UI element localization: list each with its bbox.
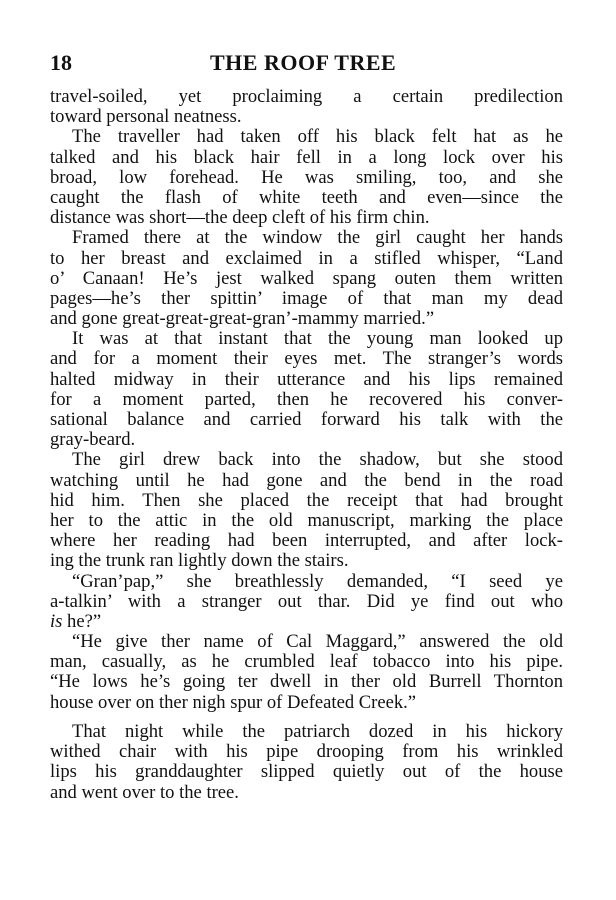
body-text: [50, 87, 563, 713]
text-line: pages—he’s ther spittin’ image of that man my dead: [50, 287, 563, 309]
text-line: sational balance and carried forward his talk with the: [50, 409, 563, 430]
running-title: THE ROOF TREE: [210, 50, 397, 75]
text-line: “He lows he’s going ter dwell in ther old Burrell Thornton: [50, 671, 563, 693]
text-line: The girl drew back into the shadow, but she stood: [72, 449, 563, 471]
text-line: a-talkin’ with a stranger out thar. Did ye find out who: [50, 590, 563, 612]
text-line: halted midway in their utterance and his lips remained: [50, 368, 563, 390]
text-line: “Gran’pap,” she breathlessly demanded, “I seed ye: [72, 570, 563, 592]
text-line: and went over to the tree.: [50, 781, 239, 803]
text-line: Framed there at the window the girl caught her hands: [72, 227, 563, 249]
text-line: broad, low forehead. He was smiling, too, and she: [50, 166, 563, 188]
text-line: gray-beard.: [50, 429, 136, 451]
text-line: man, casually, as he crumbled leaf tobacco into his pipe.: [50, 651, 563, 673]
text-line: lips his granddaughter slipped quietly out of the house: [50, 761, 563, 783]
text-line: talked and his black hair fell in a long lock over his: [50, 146, 563, 168]
final-paragraph: [50, 722, 563, 803]
text-line: It was at that instant that the young man looked up: [72, 328, 563, 350]
text-line: o’ Canaan! He’s jest walked spang outen them written: [50, 267, 563, 289]
text-line: for a moment parted, then he recovered his conver-: [50, 388, 563, 410]
page-number: 18: [50, 50, 72, 75]
text-line: to her breast and exclaimed in a stifled whisper, “Land: [50, 247, 563, 269]
text-line: That night while the patriarch dozed in his hickory: [72, 721, 563, 742]
page-header: [50, 50, 566, 80]
text-line: ing the trunk ran lightly down the stairs.: [50, 550, 349, 572]
text-line: travel-soiled, yet proclaiming a certain predilection: [50, 86, 563, 107]
text-line: “He give ther name of Cal Maggard,” answered the old: [72, 631, 563, 653]
text-line: where her reading had been interrupted, and after lock-: [50, 530, 563, 552]
text-line: her to the attic in the old manuscript, marking the place: [50, 509, 563, 531]
text-line: The traveller had taken off his black felt hat as he: [72, 126, 563, 148]
text-line: watching until he had gone and the bend in the road: [50, 469, 563, 491]
text-line: caught the flash of white teeth and even—since the: [50, 186, 563, 208]
text-line: hid him. Then she placed the receipt that had brought: [50, 489, 563, 511]
text-line: distance was short—the deep cleft of his firm chin.: [50, 207, 430, 229]
italic-word: is: [50, 610, 63, 632]
text-line: and gone great-great-great-gran’-mammy married.”: [50, 308, 435, 330]
text-line: withed chair with his pipe drooping from his wrinkled: [50, 741, 563, 763]
text-line: toward personal neatness.: [50, 106, 242, 128]
text-line: and for a moment their eyes met. The stranger’s words: [50, 348, 563, 370]
text-line: house over on ther nigh spur of Defeated Creek.”: [50, 691, 417, 713]
text-fragment: he?”: [62, 610, 102, 632]
text-line: [50, 612, 563, 632]
